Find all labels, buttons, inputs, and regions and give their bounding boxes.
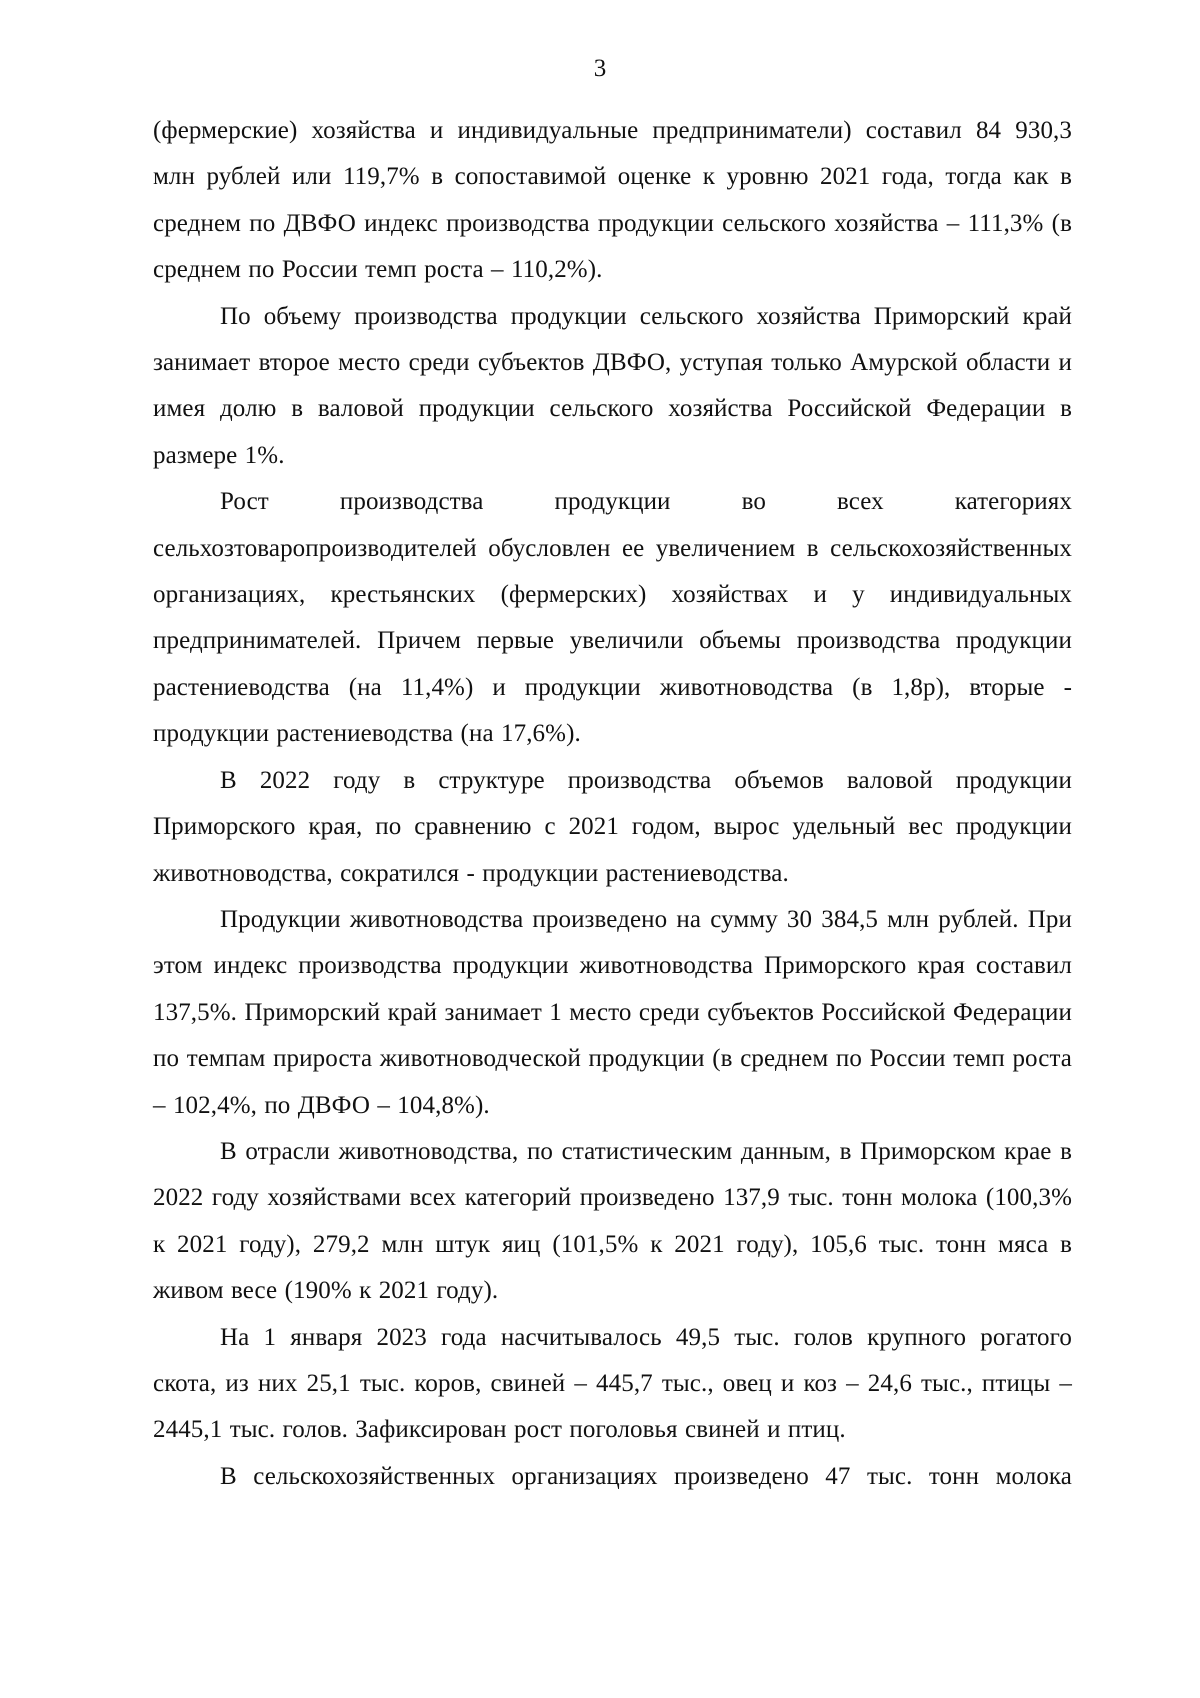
paragraph-2: По объему производства продукции сельского хозяйства Приморский край занимает второе место среди субъектов ДВФО, уступая только Амурской области и имея долю в валовой продукции сельского хозяйства Российской Федерации в размере 1%. <box>153 302 1072 469</box>
paragraph-1: (фермерские) хозяйства и индивидуальные предприниматели) составил 84 930,3 млн рублей или 119,7% в сопоставимой оценке к уровню 2021 года, тогда как в среднем по ДВФО индекс производства продукции сельского хозяйства – 111,3% (в среднем по России темп роста – 110,2%). <box>153 117 1072 284</box>
paragraph-7: На 1 января 2023 года насчитывалось 49,5 тыс. голов крупного рогатого скота, из них 25,1 тыс. коров, свиней – 445,7 тыс., овец и коз – 24,6 тыс., птицы – 2445,1 тыс. голов. Зафиксирован рост поголовья свиней и птиц. <box>153 1323 1072 1444</box>
paragraph-8: В сельскохозяйственных организациях произведено 47 тыс. тонн молока <box>220 1462 1072 1490</box>
paragraph-4: В 2022 году в структуре производства объемов валовой продукции Приморского края, по сравнению с 2021 годом, вырос удельный вес продукции животноводства, сократился - продукции растениеводства. <box>153 766 1072 887</box>
paragraph-5: Продукции животноводства произведено на сумму 30 384,5 млн рублей. При этом индекс производства продукции животноводства Приморского края составил 137,5%. Приморский край занимает 1 место среди субъектов Российской Федерации по темпам прироста животноводческой продукции (в среднем по России темп роста – 102,4%, по ДВФО – 104,8%). <box>153 905 1072 1119</box>
document-body <box>153 108 1072 1500</box>
paragraph-3: Рост производства продукции во всех категориях сельхозтоваропроизводителей обусловлен ее увеличением в сельскохозяйственных организациях, крестьянских (фермерских) хозяйствах и у индивидуальных предпринимателей. Причем первые увеличили объемы производства продукции растениеводства (на 11,4%) и продукции животноводства (в 1,8р), вторые - продукции растениеводства (на 17,6%). <box>153 488 1072 748</box>
paragraph-6: В отрасли животноводства, по статистическим данным, в Приморском крае в 2022 году хозяйствами всех категорий произведено 137,9 тыс. тонн молока (100,3% к 2021 году), 279,2 млн штук яиц (101,5% к 2021 году), 105,6 тыс. тонн мяса в живом весе (190% к 2021 году). <box>153 1137 1072 1305</box>
page-number: 3 <box>593 55 607 82</box>
